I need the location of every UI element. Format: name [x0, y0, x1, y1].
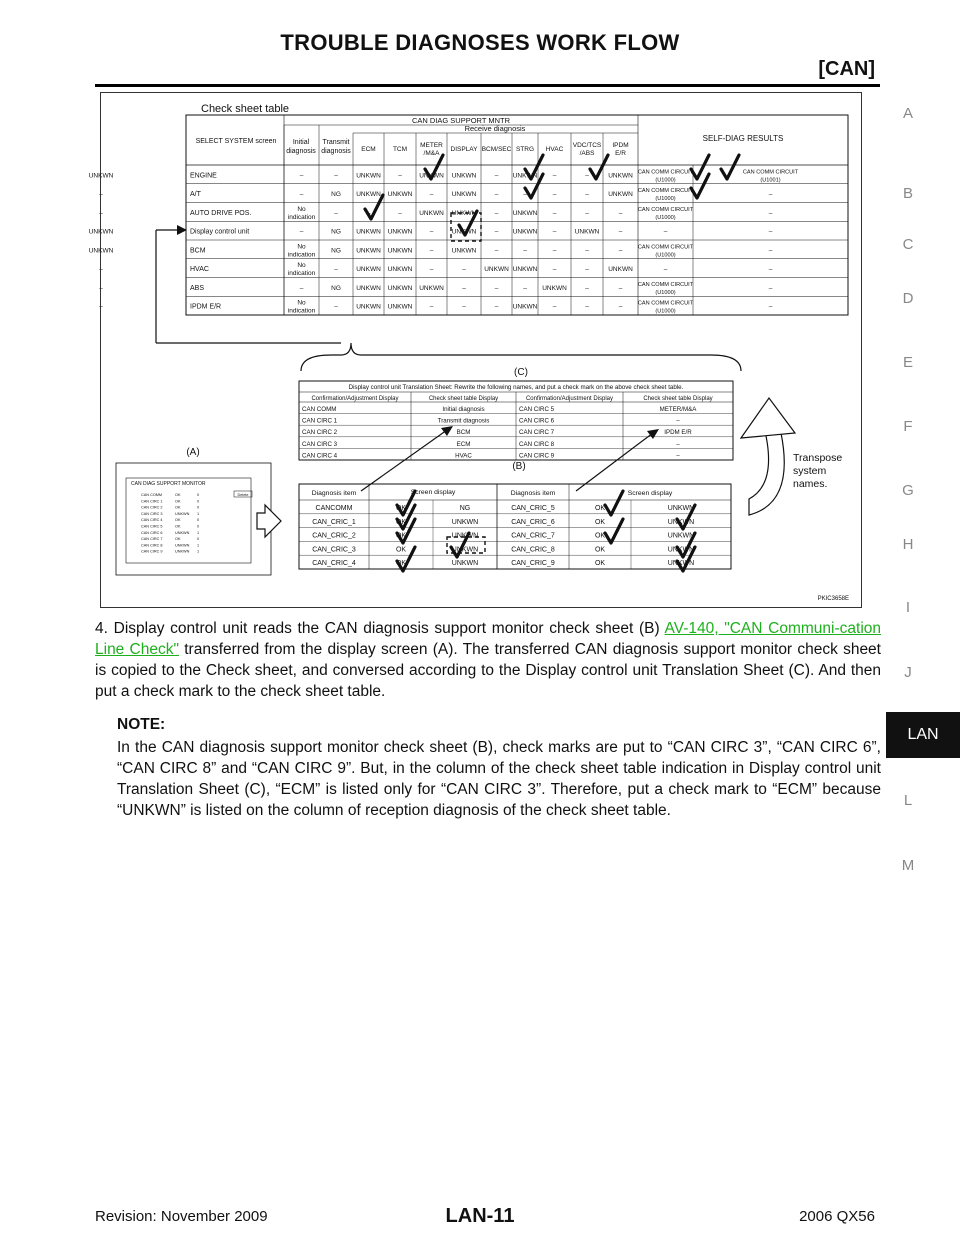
check-cell: –	[299, 228, 304, 236]
check-cell: UNKWN	[512, 303, 538, 311]
monitor-row-value: UNKWN	[175, 543, 190, 548]
check-cell: UNKWN	[451, 191, 477, 199]
check-cell: –	[494, 209, 499, 217]
check-cell: –	[585, 266, 589, 274]
monitor-row-count: 1	[197, 530, 200, 535]
check-cell: UNKWN	[356, 191, 381, 199]
diag-sheet-cell: OK	[594, 505, 606, 512]
check-cell: –	[618, 303, 623, 311]
self-diag-cell: CAN COMM CIRCUIT	[637, 188, 694, 195]
monitor-row-count: 0	[197, 493, 200, 497]
monitor-row-name: CAN CIRC 4	[141, 518, 163, 523]
diag-sheet-cell: OK	[594, 518, 606, 526]
check-cell: UNKWN	[387, 247, 413, 255]
monitor-row-name: CAN CIRC 2	[141, 505, 163, 510]
translation-header: Check sheet table Display	[428, 396, 499, 402]
check-cell: indication	[287, 307, 316, 315]
monitor-row-count: 0	[197, 524, 200, 529]
diag-sheet-cell: CAN_CRIC_8	[511, 546, 555, 554]
translation-cell: CAN CIRC 7	[519, 429, 555, 437]
check-cell: –	[429, 191, 434, 199]
translation-title: Display control unit Translation Sheet: Rewrite the following names, and put a check mark on the above check sheet table.	[348, 384, 684, 391]
translation-cell: IPDM E/R	[664, 429, 692, 437]
diag-sheet-cell: CAN_CRIC_1	[312, 518, 356, 526]
receive-col-header: /M&A	[423, 150, 440, 157]
check-cell: –	[334, 209, 338, 217]
diag-sheet-cell: OK	[395, 532, 407, 540]
diagnosis-figure	[88, 92, 862, 608]
check-cell: UNKWN	[387, 228, 413, 236]
translation-cell: CAN CIRC 6	[519, 417, 555, 425]
monitor-row-count: 0	[197, 505, 200, 510]
page-number: LAN-11	[445, 1205, 515, 1227]
check-cell: UNKWN	[356, 247, 381, 255]
check-cell: UNKWN	[356, 266, 381, 274]
monitor-row-value: OK	[175, 524, 181, 529]
check-cell: –	[299, 172, 304, 180]
check-cell: UNKWN	[542, 284, 567, 292]
check-cell: UNKWN	[451, 247, 477, 255]
can-diag-monitor-screen	[116, 463, 271, 575]
monitor-row-value: OK	[175, 499, 181, 504]
tab-i[interactable]: I	[905, 599, 911, 616]
monitor-delete-label: Delete	[237, 493, 249, 497]
check-cell: –	[523, 284, 527, 292]
monitor-row-name: CAN CIRC 3	[141, 511, 163, 516]
check-cell: –	[366, 209, 371, 217]
check-cell: UNKWN	[608, 172, 633, 180]
translation-cell: –	[676, 417, 680, 425]
self-diag-cell: CAN COMM CIRCUIT	[637, 281, 694, 288]
tab-lan[interactable]: LAN	[886, 712, 960, 758]
translation-cell: CAN CIRC 9	[519, 452, 555, 460]
check-cell: –	[398, 209, 402, 217]
revision-date: Revision: November 2009	[95, 1208, 268, 1225]
monitor-row-name: CAN CIRC 7	[141, 537, 163, 542]
diag-sheet-cell: UNKWN	[451, 546, 479, 554]
check-cell: –	[462, 266, 466, 274]
check-cell: No	[297, 299, 306, 307]
self-diag-cell: –	[768, 247, 773, 255]
table-check-mark	[691, 155, 709, 179]
check-cell: UNKWN	[356, 303, 381, 311]
self-diag-cell: (U1000)	[655, 252, 676, 259]
transpose-arrow	[576, 433, 653, 491]
step-4-paragraph	[95, 618, 881, 702]
check-cell: –	[494, 284, 499, 292]
check-cell: UNKWN	[451, 228, 477, 236]
check-cell: UNKWN	[451, 209, 477, 217]
check-cell: –	[552, 228, 557, 236]
self-diag-cell: (U1000)	[655, 177, 676, 184]
self-diag-cell: (U1001)	[760, 177, 781, 184]
check-cell: UNKWN	[419, 209, 444, 217]
check-cell: UNKWN	[88, 247, 114, 255]
check-row-name: HVAC	[190, 266, 209, 274]
check-cell: –	[585, 209, 589, 217]
translation-cell: CAN CIRC 8	[519, 440, 555, 448]
tab-f[interactable]: F	[903, 418, 913, 435]
tab-h[interactable]: H	[902, 536, 914, 553]
diag-sheet-header: Screen display	[410, 489, 456, 496]
receive-diag-header: Receive diagnosis	[464, 124, 526, 133]
self-diag-cell: CAN COMM CIRCUIT	[742, 169, 799, 176]
diag-sheet-cell: CANCOMM	[315, 505, 353, 512]
self-diag-cell: CAN COMM CIRCUIT	[637, 300, 694, 307]
translation-cell: ECM	[456, 440, 471, 448]
check-cell: UNKWN	[356, 228, 381, 236]
monitor-row-name: CAN CIRC 8	[141, 543, 163, 548]
translation-cell: CAN COMM	[302, 406, 337, 413]
diag-sheet-cell: UNKWN	[667, 560, 695, 568]
check-cell: –	[462, 284, 466, 292]
monitor-row-count: 1	[197, 543, 200, 548]
check-cell: –	[552, 172, 557, 180]
check-cell: NG	[331, 228, 341, 236]
header-rule	[95, 84, 880, 87]
diag-sheet-cell: OK	[395, 546, 407, 554]
check-cell: –	[99, 191, 103, 199]
check-cell: –	[618, 284, 623, 292]
receive-col-header: VDC/TCS	[572, 142, 602, 149]
check-cell: UNKWN	[512, 228, 538, 236]
check-cell: –	[523, 191, 527, 199]
monitor-row-count: 0	[197, 499, 200, 504]
check-cell: No	[297, 243, 306, 251]
monitor-row-value: OK	[175, 537, 181, 542]
diag-sheet-cell: UNKWN	[667, 532, 695, 540]
tab-c[interactable]: C	[902, 236, 914, 253]
monitor-row-name: CAN CIRC 5	[141, 524, 163, 529]
check-cell: UNKWN	[451, 172, 477, 180]
self-diag-cell: –	[768, 266, 773, 274]
diag-sheet-cell: UNKWN	[451, 518, 479, 526]
diag-sheet-cell: CAN_CRIC_2	[312, 532, 356, 540]
check-cell: –	[429, 266, 434, 274]
self-diag-cell: (U1000)	[655, 214, 676, 221]
translation-cell: –	[676, 440, 680, 448]
check-cell: –	[585, 172, 589, 180]
receive-col-header: BCM/SEC	[481, 146, 512, 153]
check-cell: UNKWN	[356, 172, 381, 180]
check-row-name: A/T	[190, 191, 201, 199]
check-row-name: BCM	[190, 247, 206, 255]
check-row-name: IPDM E/R	[190, 303, 222, 311]
label-a: (A)	[186, 447, 200, 458]
translation-cell: BCM	[456, 429, 471, 437]
check-cell: NG	[331, 284, 341, 292]
diag-sheet-cell: OK	[594, 532, 606, 540]
check-cell: –	[334, 303, 338, 311]
diag-sheet-cell: OK	[594, 546, 606, 554]
check-row-name: ENGINE	[190, 172, 217, 180]
translation-header: Confirmation/Adjustment Display	[525, 396, 614, 402]
monitor-row-value: OK	[175, 493, 181, 497]
label-b: (B)	[512, 461, 526, 472]
check-cell: –	[618, 247, 623, 255]
page-title: TROUBLE DIAGNOSES WORK FLOW	[280, 30, 680, 55]
check-cell: –	[462, 303, 466, 311]
table-check-mark	[525, 155, 543, 179]
transpose-label: names.	[793, 478, 828, 490]
check-cell: –	[618, 228, 623, 236]
diag-sheet-cell: CAN_CRIC_7	[511, 532, 555, 540]
monitor-row-value: UNKWN	[175, 511, 190, 516]
self-diag-cell: (U1000)	[655, 308, 676, 315]
check-cell: UNKWN	[484, 266, 509, 274]
diag-sheet-header: Screen display	[627, 490, 673, 497]
table-check-mark	[590, 155, 608, 179]
check-cell: indication	[287, 251, 316, 259]
receive-col-header: IPDM	[612, 142, 629, 149]
tab-l[interactable]: L	[903, 792, 913, 809]
table-check-mark	[691, 174, 709, 198]
diag-sheet-cell: UNKWN	[451, 560, 479, 568]
monitor-row-name: CAN CIRC 6	[141, 530, 163, 535]
table-check-mark	[721, 155, 739, 179]
initial-diag-header: Initial	[292, 139, 310, 146]
check-cell: –	[523, 247, 527, 255]
check-cell: –	[618, 209, 623, 217]
self-diag-cell: (U1000)	[655, 289, 676, 296]
receive-col-header: STRG	[515, 146, 535, 153]
diag-sheet-cell: NG	[459, 505, 471, 512]
check-cell: –	[552, 191, 557, 199]
arrow-head	[441, 426, 453, 436]
monitor-row-name: CAN CIRC 1	[141, 499, 163, 504]
transmit-diag-header: diagnosis	[321, 148, 351, 155]
check-cell: –	[429, 303, 434, 311]
receive-col-header: ECM	[361, 146, 376, 153]
transpose-arrow-head	[741, 398, 795, 438]
diag-sheet-cell: UNKWN	[451, 532, 479, 540]
self-diag-cell: –	[768, 209, 773, 217]
self-diag-cell: –	[768, 228, 773, 236]
translation-cell: CAN CIRC 5	[519, 406, 555, 413]
check-row-name: AUTO DRIVE POS.	[190, 209, 252, 217]
diag-sheet-cell: OK	[395, 560, 407, 568]
self-diag-cell: CAN COMM CIRCUIT	[637, 244, 694, 251]
check-cell: UNKWN	[419, 172, 444, 180]
receive-col-header: /ABS	[579, 150, 595, 157]
check-cell: No	[297, 205, 306, 213]
check-cell: UNKWN	[608, 266, 633, 274]
translation-cell: CAN CIRC 2	[302, 429, 338, 437]
check-cell: UNKWN	[88, 172, 114, 180]
monitor-row-name: CAN CIRC 9	[141, 549, 163, 554]
translation-header: Confirmation/Adjustment Display	[311, 396, 399, 402]
initial-diag-header: diagnosis	[286, 148, 316, 155]
diag-check-mark	[605, 519, 623, 543]
check-cell: –	[494, 191, 499, 199]
check-cell: UNKWN	[387, 191, 413, 199]
translation-cell: Transmit diagnosis	[437, 417, 490, 425]
monitor-title: CAN DIAG SUPPORT MONITOR	[131, 481, 206, 487]
check-row-name: ABS	[190, 284, 205, 292]
receive-col-header: DISPLAY	[450, 146, 478, 153]
check-cell: UNKWN	[356, 284, 381, 292]
diag-sheet-cell: CAN_CRIC_4	[312, 560, 356, 568]
monitor-row-value: OK	[175, 518, 181, 523]
translation-header: Check sheet table Display	[643, 396, 713, 402]
tab-b[interactable]: B	[902, 185, 913, 202]
av-140-link[interactable]: AV-140, "CAN Communi-cation Line Check"	[95, 620, 882, 658]
check-cell: –	[585, 247, 589, 255]
check-cell: –	[99, 284, 103, 292]
label-c: (C)	[514, 367, 528, 378]
check-cell: UNKWN	[387, 303, 413, 311]
monitor-row-count: 0	[197, 537, 200, 542]
translation-cell: METER/M&A	[659, 406, 697, 413]
monitor-row-value: OK	[175, 505, 181, 510]
check-row-name: Display control unit	[190, 228, 250, 236]
check-cell: UNKWN	[574, 228, 600, 236]
diag-sheet-cell: OK	[395, 505, 407, 512]
transmit-diag-header: Transmit	[322, 139, 350, 146]
tab-g[interactable]: G	[902, 482, 914, 499]
figure-id: PKIC3658E	[817, 596, 849, 602]
monitor-row-count: 1	[197, 511, 200, 516]
check-sheet-title: Check sheet table	[201, 103, 290, 115]
check-cell: –	[334, 172, 338, 180]
check-cell: UNKWN	[512, 266, 538, 274]
transfer-arrow	[257, 505, 281, 537]
check-cell: UNKWN	[419, 284, 444, 292]
self-diag-cell: (U1000)	[655, 196, 676, 203]
check-cell: UNKWN	[387, 266, 413, 274]
check-cell: UNKWN	[512, 172, 538, 180]
check-cell: No	[297, 262, 306, 270]
monitor-row-count: 0	[197, 518, 200, 523]
note-label: NOTE:	[117, 716, 166, 733]
check-cell: UNKWN	[512, 209, 538, 217]
monitor-row-value: UNKWN	[175, 549, 190, 554]
self-diag-cell: –	[768, 303, 773, 311]
check-cell: –	[99, 209, 103, 217]
check-cell: –	[585, 303, 589, 311]
check-cell: –	[429, 247, 434, 255]
diag-sheet-cell: CAN_CRIC_6	[511, 518, 555, 526]
check-cell: –	[299, 191, 304, 199]
check-cell: –	[299, 284, 304, 292]
check-cell: NG	[331, 247, 341, 255]
self-diag-cell: CAN COMM CIRCUIT	[637, 206, 694, 213]
receive-col-header: E/R	[615, 150, 626, 157]
translation-cell: Initial diagnosis	[442, 406, 485, 413]
check-cell: –	[494, 247, 499, 255]
translation-cell: CAN CIRC 1	[302, 417, 338, 425]
figure-canvas	[88, 93, 861, 607]
check-cell: UNKWN	[387, 284, 413, 292]
receive-col-header: TCM	[392, 146, 408, 153]
check-cell: –	[552, 209, 557, 217]
check-cell: –	[552, 303, 557, 311]
self-diag-cell: –	[768, 191, 773, 199]
translation-cell: CAN CIRC 3	[302, 440, 338, 448]
ecm-highlight-box	[451, 213, 481, 241]
translation-cell: CAN CIRC 4	[302, 452, 338, 460]
diag-sheet-cell: CAN_CRIC_3	[312, 546, 356, 554]
diag-sheet-cell: OK	[594, 560, 606, 568]
check-cell: NG	[331, 191, 341, 199]
diag-sheet-cell: OK	[395, 518, 407, 526]
diag-sheet-cell: UNKWN	[667, 505, 695, 512]
transpose-label: Transpose	[793, 452, 843, 464]
self-diag-cell: –	[663, 266, 668, 274]
can-diag-header: CAN DIAG SUPPORT MNTR	[411, 116, 511, 125]
self-diag-cell: –	[663, 228, 668, 236]
receive-col-header: HVAC	[545, 146, 564, 153]
check-cell: indication	[287, 270, 316, 278]
self-diag-header: SELF-DIAG RESULTS	[702, 134, 784, 143]
arrow-head	[647, 429, 659, 439]
monitor-row-count: 1	[197, 549, 200, 554]
check-cell: –	[585, 191, 589, 199]
diag-sheet-header: Diagnosis item	[311, 490, 357, 497]
check-cell: UNKWN	[608, 191, 633, 199]
check-cell: –	[334, 266, 338, 274]
check-cell: –	[99, 266, 103, 274]
step-4-text-cont: transferred from the display screen (A). The transferred CAN diagnosis support monitor check sheet is copied to the Check sheet, and conversed according to the Display control unit Translation Sheet (C). And then put a check mark to the check sheet table.	[95, 641, 881, 700]
check-cell: –	[429, 228, 434, 236]
monitor-row-value: UNKWN	[175, 530, 190, 535]
diag-sheet-cell: UNKWN	[667, 546, 695, 554]
tab-e[interactable]: E	[902, 354, 913, 371]
table-check-mark	[365, 195, 383, 219]
receive-col-header: METER	[420, 142, 443, 149]
diag-sheet-header: Diagnosis item	[510, 490, 556, 497]
check-cell: –	[494, 228, 499, 236]
tab-a[interactable]: A	[902, 105, 913, 122]
tab-j[interactable]: J	[904, 664, 912, 681]
monitor-row-name: CAN COMM	[141, 493, 163, 497]
tab-d[interactable]: D	[902, 290, 914, 307]
section-label: [CAN]	[818, 58, 875, 80]
self-diag-cell: CAN COMM CIRCUIT	[637, 169, 694, 176]
diag-sheet-cell: CAN_CRIC_9	[511, 560, 555, 568]
self-diag-cell: –	[768, 284, 773, 292]
note-text: In the CAN diagnosis support monitor check sheet (B), check marks are put to “CAN CIRC 3”, “CAN CIRC 6”, “CAN CIRC 8” and “CAN CIRC 9”. But, in the column of the check sheet table indication in Display control unit Translation Sheet (C), “ECM” is listed only for “CAN CIRC 3”. Therefore, put a check mark to “ECM” because “UNKWN” is listed on the column of reception diagnosis of the check sheet table.	[117, 739, 881, 819]
check-cell: UNKWN	[88, 228, 114, 236]
tab-m[interactable]: M	[901, 857, 915, 874]
check-cell: –	[585, 284, 589, 292]
check-cell: –	[494, 172, 499, 180]
check-cell: –	[552, 247, 557, 255]
check-cell: indication	[287, 213, 316, 221]
step-4-text: 4. Display control unit reads the CAN diagnosis support monitor check sheet (B)	[95, 620, 660, 637]
translation-cell: –	[676, 452, 680, 460]
check-cell: –	[99, 303, 103, 311]
diag-check-mark	[605, 491, 623, 515]
diag-sheet-cell: CAN_CRIC_5	[511, 505, 555, 512]
model-name: 2006 QX56	[799, 1208, 875, 1225]
translation-cell: HVAC	[455, 452, 472, 460]
check-cell: –	[398, 172, 402, 180]
select-system-header: SELECT SYSTEM screen	[195, 138, 277, 145]
check-cell: –	[552, 266, 557, 274]
check-cell: –	[494, 303, 499, 311]
transpose-label: system	[793, 465, 827, 477]
diag-sheet-cell: UNKWN	[667, 518, 695, 526]
